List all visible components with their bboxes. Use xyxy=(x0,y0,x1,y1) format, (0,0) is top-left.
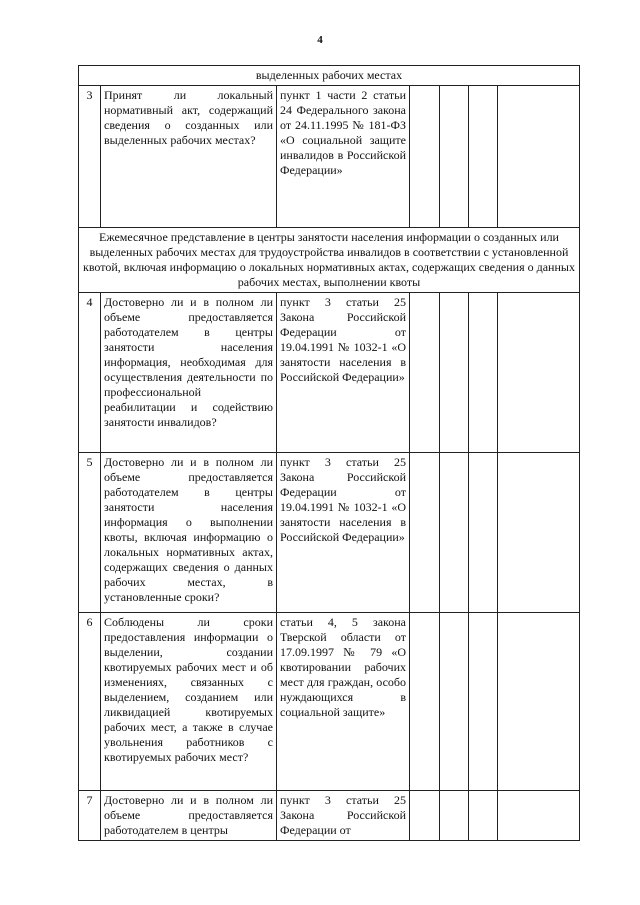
notes-cell xyxy=(498,293,580,453)
legal-reference-cell: пункт 3 статьи 25 Закона Российской Федерации от xyxy=(277,791,410,841)
answer-cell xyxy=(410,791,440,841)
answer-cell xyxy=(469,613,498,791)
answer-cell xyxy=(440,293,469,453)
question-cell: Достоверно ли и в полном ли объеме предоставляется работодателем в центры xyxy=(101,791,277,841)
table-row xyxy=(79,613,580,791)
answer-cell xyxy=(410,453,440,613)
answer-cell xyxy=(440,613,469,791)
table-row xyxy=(79,293,580,453)
row-number: 4 xyxy=(79,293,101,453)
legal-reference-cell: пункт 3 статьи 25 Закона Российской Федерации от 19.04.1991 № 1032-1 «О занятости населения в Российской Федерации» xyxy=(277,293,410,453)
legal-reference-cell: статьи 4, 5 закона Тверской области от 17.09.1997 № 79 «О квотировании рабочих мест для граждан, особо нуждающихся в социальной защите» xyxy=(277,613,410,791)
question-cell: Принят ли локальный нормативный акт, содержащий сведения о созданных или выделенных рабочих местах? xyxy=(101,86,277,228)
question-cell: Соблюдены ли сроки предоставления информации о выделении, создании квотируемых рабочих мест и об изменениях, связанных с выделением, созданием или ликвидацией квотируемых рабочих мест, а также в случае увольнения работников с квотируемых рабочих мест? xyxy=(101,613,277,791)
answer-cell xyxy=(410,293,440,453)
continuation-row xyxy=(79,66,580,86)
table-row xyxy=(79,86,580,228)
checklist-table xyxy=(78,65,580,841)
answer-cell xyxy=(469,293,498,453)
answer-cell xyxy=(469,86,498,228)
question-cell: Достоверно ли и в полном ли объеме предоставляется работодателем в центры занятости населения информация, необходимая для осуществления деятельности по профессиональной реабилитации и содействию занятости инвалидов? xyxy=(101,293,277,453)
legal-reference-cell: пункт 1 части 2 статьи 24 Федерального закона от 24.11.1995 № 181-ФЗ «О социальной защите инвалидов в Российской Федерации» xyxy=(277,86,410,228)
answer-cell xyxy=(440,791,469,841)
table-row xyxy=(79,453,580,613)
notes-cell xyxy=(498,791,580,841)
question-cell: Достоверно ли и в полном ли объеме предоставляется работодателем в центры занятости населения информация о выполнении квоты, включая информацию о локальных нормативных актах, содержащих сведения о данных рабочих местах, в установленные сроки? xyxy=(101,453,277,613)
section-heading-row xyxy=(79,228,580,293)
notes-cell xyxy=(498,453,580,613)
legal-reference-cell: пункт 3 статьи 25 Закона Российской Федерации от 19.04.1991 № 1032-1 «О занятости населения в Российской Федерации» xyxy=(277,453,410,613)
answer-cell xyxy=(410,86,440,228)
notes-cell xyxy=(498,86,580,228)
table-row xyxy=(79,791,580,841)
notes-cell xyxy=(498,613,580,791)
row-number: 7 xyxy=(79,791,101,841)
answer-cell xyxy=(469,791,498,841)
section-heading: Ежемесячное представление в центры занятости населения информации о созданных или выделенных рабочих местах для трудоустройства инвалидов в соответствии с установленной квотой, включая информацию о локальных нормативных актах, содержащих сведения о данных рабочих местах, выполнении квоты xyxy=(79,228,580,293)
row-number: 5 xyxy=(79,453,101,613)
answer-cell xyxy=(440,453,469,613)
answer-cell xyxy=(440,86,469,228)
answer-cell xyxy=(469,453,498,613)
row-number: 6 xyxy=(79,613,101,791)
answer-cell xyxy=(410,613,440,791)
continuation-text: выделенных рабочих местах xyxy=(79,66,580,86)
row-number: 3 xyxy=(79,86,101,228)
page-number: 4 xyxy=(317,34,323,46)
